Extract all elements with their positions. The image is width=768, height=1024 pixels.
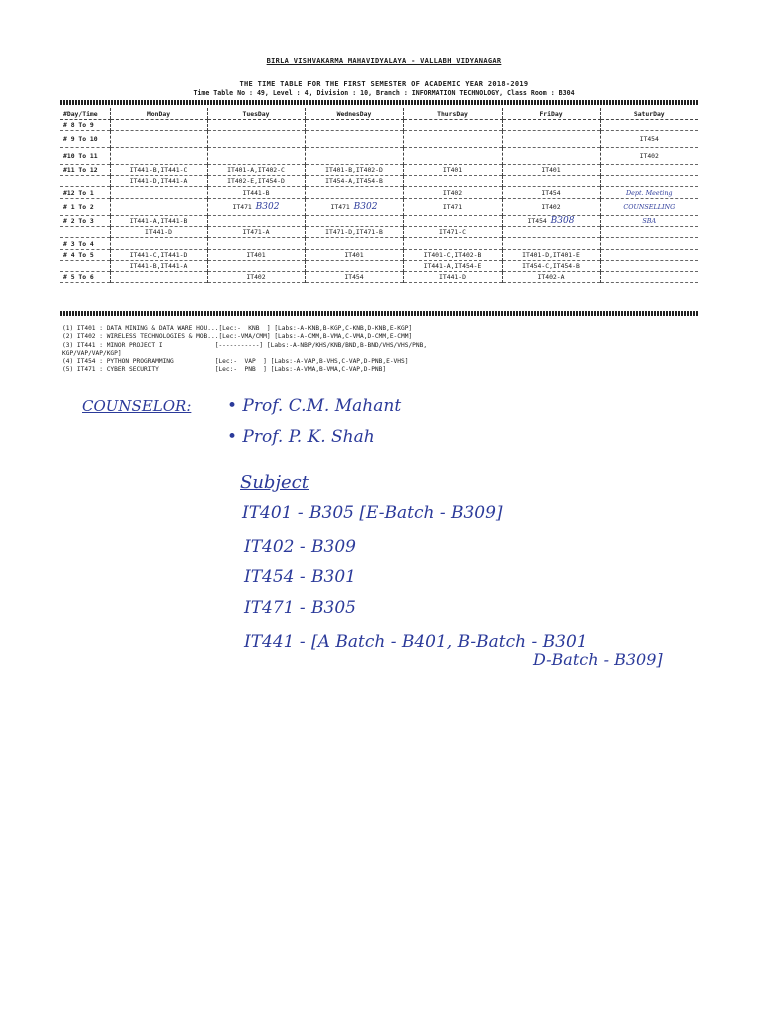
cell <box>600 176 698 187</box>
table-row <box>60 261 698 272</box>
table-row <box>60 250 698 261</box>
timetable-meta: Time Table No : 49, Level : 4, Division : 10, Branch : INFORMATION TECHNOLOGY, Class Room : B304 <box>193 89 575 97</box>
time-slot: # 2 To 3 <box>63 217 94 225</box>
time-slot: # 9 To 10 <box>63 135 98 143</box>
cell <box>403 216 502 227</box>
cell: IT454 <box>502 187 600 199</box>
subject-room-note: IT402 - B309 <box>244 537 356 557</box>
cell <box>502 216 600 227</box>
time-slot: # 1 To 2 <box>63 203 94 211</box>
cell: IT454-A,IT454-B <box>305 176 403 187</box>
cell <box>110 272 207 283</box>
cell: IT441-B,IT441-C <box>110 165 207 176</box>
table-row <box>60 199 698 216</box>
cell <box>305 148 403 165</box>
subject-room-note: IT401 - B305 [E-Batch - B309] <box>242 503 503 523</box>
cell: IT401-D,IT401-E <box>502 250 600 261</box>
cell <box>502 131 600 148</box>
cell <box>502 238 600 250</box>
cell <box>207 216 305 227</box>
cell <box>110 120 207 131</box>
cell <box>600 238 698 250</box>
time-slot: # 5 To 6 <box>63 273 94 281</box>
cell <box>600 250 698 261</box>
time-slot: #11 To 12 <box>63 166 98 174</box>
cell <box>110 148 207 165</box>
cell: IT471-A <box>207 227 305 238</box>
cell <box>403 120 502 131</box>
table-row <box>60 272 698 283</box>
counselor-label: COUNSELOR: <box>82 397 192 415</box>
cell <box>403 131 502 148</box>
cell <box>305 216 403 227</box>
cell: IT471-C <box>403 227 502 238</box>
cell <box>305 131 403 148</box>
cell: IT441-C,IT441-D <box>110 250 207 261</box>
table-row <box>60 216 698 227</box>
col-header-saturday: SaturDay <box>600 108 698 120</box>
cell <box>110 131 207 148</box>
subject-room-note: D-Batch - B309] <box>533 650 663 669</box>
time-slot: # 8 To 9 <box>63 121 94 129</box>
handwritten-counselling: COUNSELLING <box>600 199 698 216</box>
cell <box>207 148 305 165</box>
legend-line: (5) IT471 : CYBER SECURITY [Lec:- PNB ] [Labs:-A-VMA,B-VMA,C-VAP,D-PNB] <box>62 366 387 374</box>
cell: IT402 <box>600 148 698 165</box>
handwritten-dept-meeting: Dept. Meeting <box>600 187 698 199</box>
table-row <box>60 176 698 187</box>
cell: IT401 <box>403 165 502 176</box>
cell <box>305 199 403 216</box>
cell <box>600 261 698 272</box>
table-row <box>60 148 698 165</box>
cell: IT441-A,IT441-B <box>110 216 207 227</box>
time-slot <box>60 176 110 187</box>
cell: IT441-A,IT454-E <box>403 261 502 272</box>
cell <box>207 131 305 148</box>
cell <box>502 227 600 238</box>
handwritten-room: B308 <box>550 216 575 226</box>
col-header-monday: MonDay <box>110 108 207 120</box>
cell: IT401 <box>502 165 600 176</box>
subject-room-note: IT454 - B301 <box>244 567 356 587</box>
cell <box>207 199 305 216</box>
handwritten-room: B302 <box>353 202 378 212</box>
col-header-tuesday: TuesDay <box>207 108 305 120</box>
time-slot: # 4 To 5 <box>63 251 94 259</box>
cell: IT454 <box>305 272 403 283</box>
col-header-wednesday: WednesDay <box>305 108 403 120</box>
cell <box>403 238 502 250</box>
cell: IT441-D,IT441-A <box>110 176 207 187</box>
time-slot: #10 To 11 <box>63 152 98 160</box>
cell <box>403 176 502 187</box>
time-slot: #12 To 1 <box>63 188 94 197</box>
cell <box>600 272 698 283</box>
timetable-header-row <box>60 108 698 120</box>
cell <box>502 120 600 131</box>
legend-line: (1) IT401 : DATA MINING & DATA WARE HOU...[Lec:- KNB ] [Labs:-A-KNB,B-KGP,C-KNB,D-KNB,E-KGP] <box>62 325 413 332</box>
col-header-daytime: #Day/Time <box>60 108 110 120</box>
subject-room-note: IT441 - [A Batch - B401, B-Batch - B301 <box>244 632 588 652</box>
cell: IT401 <box>305 250 403 261</box>
cell <box>207 238 305 250</box>
cell <box>305 120 403 131</box>
cell <box>110 238 207 250</box>
cell <box>403 148 502 165</box>
time-slot: # 3 To 4 <box>63 239 94 248</box>
time-slot <box>60 227 110 238</box>
subject-room-note: IT471 - B305 <box>244 598 356 618</box>
handwritten-room: B302 <box>255 202 280 212</box>
institution-name: BIRLA VISHVAKARMA MAHAVIDYALAYA - VALLABH VIDYANAGAR <box>266 57 502 65</box>
table-row <box>60 187 698 199</box>
cell: IT402 <box>403 187 502 199</box>
cell <box>207 120 305 131</box>
cell: IT401-B,IT402-D <box>305 165 403 176</box>
bottom-border <box>60 311 698 316</box>
col-header-thursday: ThursDay <box>403 108 502 120</box>
subject-legend <box>62 325 427 375</box>
cell: IT454-C,IT454-B <box>502 261 600 272</box>
cell <box>305 238 403 250</box>
legend-line: (4) IT454 : PYTHON PROGRAMMING [Lec:- VAP ] [Labs:-A-VAP,B-VHS,C-VAP,D-PNB,E-VHS] <box>62 358 409 366</box>
cell: IT401-C,IT402-B <box>403 250 502 261</box>
col-header-friday: FriDay <box>502 108 600 120</box>
table-row <box>60 227 698 238</box>
timetable <box>60 108 698 283</box>
cell: IT402-A <box>502 272 600 283</box>
table-row <box>60 165 698 176</box>
legend-line: (2) IT402 : WIRELESS TECHNOLOGIES & MOB...[Lec:-VMA/CMM] [Labs:-A-CMM,B-VMA,C-VMA,D-CMM,E-CMM] <box>62 333 413 341</box>
cell: IT402 <box>207 272 305 283</box>
cell: IT441-D <box>110 227 207 238</box>
cell-text: IT454 <box>527 217 547 225</box>
cell <box>305 187 403 199</box>
cell <box>600 120 698 131</box>
cell: IT471 <box>403 199 502 216</box>
cell: IT454 <box>600 131 698 148</box>
cell <box>502 176 600 187</box>
cell: IT441-B <box>207 187 305 199</box>
cell <box>502 148 600 165</box>
table-row <box>60 238 698 250</box>
cell <box>207 261 305 272</box>
legend-line: KGP/VAP/VAP/KGP] <box>62 349 122 357</box>
table-row <box>60 131 698 148</box>
table-row <box>60 120 698 131</box>
cell: IT402 <box>502 199 600 216</box>
legend-line: (3) IT441 : MINOR PROJECT I [-----------] [Labs:-A-NBP/KHS/KNB/BND,B-BND/VHS/VHS/PNB, <box>62 341 428 349</box>
cell: IT401 <box>207 250 305 261</box>
timetable-title: THE TIME TABLE FOR THE FIRST SEMESTER OF ACADEMIC YEAR 2018-2019 <box>239 80 529 88</box>
cell <box>600 227 698 238</box>
cell: IT441-B,IT441-A <box>110 261 207 272</box>
cell <box>600 165 698 176</box>
top-border <box>60 100 698 105</box>
cell: IT471-D,IT471-B <box>305 227 403 238</box>
cell <box>110 199 207 216</box>
cell <box>305 261 403 272</box>
time-slot <box>60 261 110 272</box>
cell: IT402-E,IT454-D <box>207 176 305 187</box>
counselor-name: • Prof. P. K. Shah <box>227 427 375 447</box>
cell: IT401-A,IT402-C <box>207 165 305 176</box>
cell-text: IT471 <box>330 203 350 211</box>
cell <box>110 187 207 199</box>
cell: IT441-D <box>403 272 502 283</box>
counselor-name: • Prof. C.M. Mahant <box>227 396 402 416</box>
subject-label: Subject <box>240 472 309 493</box>
handwritten-sba: SBA <box>600 216 698 227</box>
cell-text: IT471 <box>232 203 252 211</box>
